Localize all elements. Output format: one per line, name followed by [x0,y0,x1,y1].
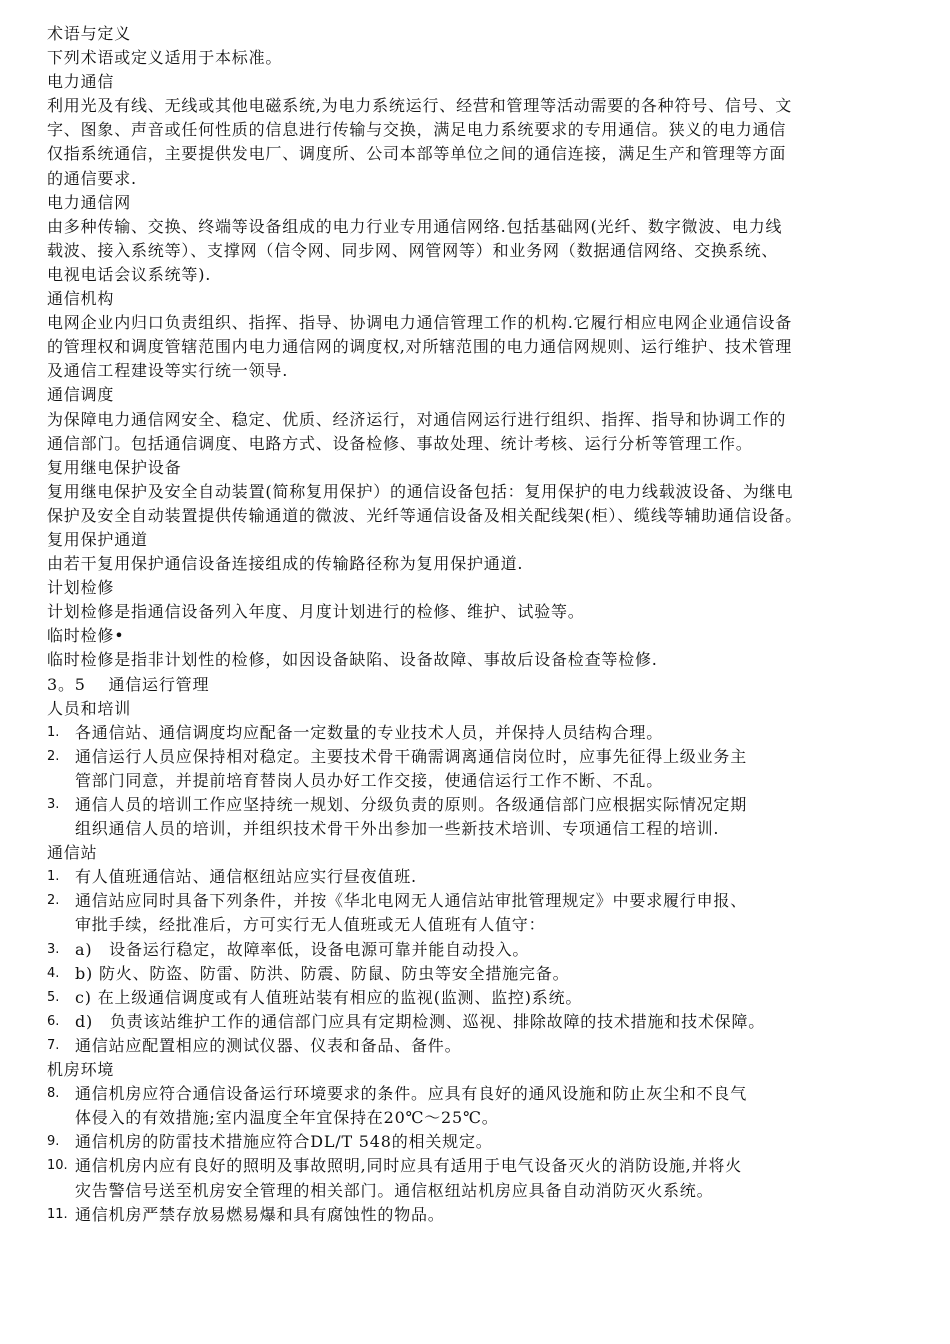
line-text: 通信机房应符合通信设备运行环境要求的条件。应具有良好的通风设施和防止灰尘和不良气 [75,1084,748,1104]
line-text: 利用光及有线、无线或其他电磁系统,为电力系统运行、经营和管理等活动需要的各种符号、信号、文 [47,96,793,116]
line-text: 计划检修是指通信设备列入年度、月度计划进行的检修、维护、试验等。 [47,602,585,622]
line-text: 体侵入的有效措施;室内温度全年宜保持在20℃～25℃。 [75,1108,499,1128]
list-item-number: 10. [47,1158,68,1174]
text-line [47,311,917,335]
text-line [47,287,917,311]
line-text: 通信站 [47,843,98,863]
text-line [47,1058,917,1082]
text-line [47,552,917,576]
list-item [47,889,917,913]
line-text: 由若干复用保护通信设备连接组成的传输路径称为复用保护通道. [47,554,524,574]
line-text: 组织通信人员的培训，并组织技术骨干外出参加一些新技术培训、专项通信工程的培训. [75,819,720,839]
line-text: 电视电话会议系统等). [47,264,212,284]
text-line [47,432,917,456]
line-text: 复用继电保护及安全自动装置(简称复用保护）的通信设备包括：复用保护的电力线载波设备、为继电 [47,481,794,501]
line-text: 的通信要求. [47,168,137,188]
list-item-continuation [47,1179,917,1203]
text-line [47,480,917,504]
text-line [47,167,917,191]
list-item [47,962,917,986]
line-text: 复用保护通道 [47,529,148,549]
list-item [47,1154,917,1178]
line-text: 人员和培训 [47,698,132,718]
line-text: 各通信站、通信调度均应配备一定数量的专业技术人员，并保持人员结构合理。 [75,722,664,742]
line-text: 的管理权和调度管辖范围内电力通信网的调度权,对所辖范围的电力通信网规则、运行维护、技术管理 [47,337,793,357]
line-text: 复用继电保护设备 [47,457,182,477]
line-text: 通信站应同时具备下列条件，并按《华北电网无人通信站审批管理规定》中要求履行申报、 [75,891,748,911]
line-text: 临时检修• [47,626,125,646]
text-line [47,359,917,383]
list-item-continuation [47,769,917,793]
text-line [47,456,917,480]
list-item-number: 11. [47,1206,68,1222]
line-text: a) 设备运行稳定，故障率低，设备电源可靠并能自动投入。 [75,939,530,959]
text-line [47,576,917,600]
text-line [47,673,917,697]
line-text: 电网企业内归口负责组织、指挥、指导、协调电力通信管理工作的机构.它履行相应电网企业通信设备 [47,313,793,333]
text-line [47,46,917,70]
list-item-number: 8. [47,1086,60,1102]
line-text: 下列术语或定义适用于本标准。 [47,48,283,68]
document-body [47,22,917,1227]
list-item [47,865,917,889]
list-item [47,721,917,745]
line-text: 临时检修是指非计划性的检修，如因设备缺陷、设备故障、事故后设备检查等检修. [47,650,658,670]
text-line [47,841,917,865]
text-line [47,335,917,359]
text-line [47,263,917,287]
list-item [47,986,917,1010]
line-text: c) 在上级通信调度或有人值班站装有相应的监视(监测、监控)系统。 [75,987,583,1007]
list-item-continuation [47,1106,917,1130]
list-item [47,1034,917,1058]
text-line [47,504,917,528]
list-item-number: 2. [47,893,60,909]
line-text: 字、图象、声音或任何性质的信息进行传输与交换，满足电力系统要求的专用通信。狭义的电力通信 [47,120,787,140]
line-text: 仅指系统通信，主要提供发电厂、调度所、公司本部等单位之间的通信连接，满足生产和管理等方面 [47,144,787,164]
line-text: 为保障电力通信网安全、稳定、优质、经济运行，对通信网运行进行组织、指挥、指导和协调工作的 [47,409,787,429]
line-text: 通信机房内应有良好的照明及事故照明,同时应具有适用于电气设备灭火的消防设施,并将火 [75,1156,742,1176]
line-text: 术语与定义 [47,24,132,43]
list-item [47,1203,917,1227]
list-item [47,938,917,962]
list-item-number: 5. [47,989,60,1005]
list-item-continuation [47,817,917,841]
list-item-number: 4. [47,965,60,981]
list-item-number: 1. [47,869,60,885]
line-text: 3。5 通信运行管理 [47,674,210,694]
list-item [47,1010,917,1034]
list-item-continuation [47,913,917,937]
line-text: 机房环境 [47,1060,115,1080]
line-text: 通信人员的培训工作应坚持统一规划、分级负责的原则。各级通信部门应根据实际情况定期 [75,795,748,814]
text-line [47,118,917,142]
line-text: 通信机构 [47,289,115,309]
list-item-number: 9. [47,1134,60,1150]
text-line [47,215,917,239]
text-line [47,94,917,118]
line-text: 及通信工程建设等实行统一领导. [47,361,289,381]
line-text: 计划检修 [47,578,115,598]
line-text: 载波、接入系统等）、支撑网（信令网、同步网、网管网等）和业务网（数据通信网络、交换系统、 [47,240,779,260]
list-item-number: 1. [47,724,60,740]
list-item [47,1130,917,1154]
line-text: 通信机房的防雷技术措施应符合DL/T 548的相关规定。 [75,1132,493,1152]
line-text: 电力通信 [47,72,115,92]
line-text: 管部门同意，并提前培育替岗人员办好工作交接，使通信运行工作不断、不乱。 [75,770,664,790]
text-line [47,697,917,721]
line-text: 保护及安全自动装置提供传输通道的微波、光纤等通信设备及相关配线架(柜）、缆线等辅助通信设备。 [47,505,803,525]
line-text: b) 防火、防盗、防雷、防洪、防震、防鼠、防虫等安全措施完备。 [75,963,570,983]
line-text: 电力通信网 [47,192,132,212]
text-line [47,624,917,648]
list-item-number: 3. [47,797,60,812]
list-item-number: 7. [47,1037,60,1053]
list-item [47,1082,917,1106]
line-text: 由多种传输、交换、终端等设备组成的电力行业专用通信网络.包括基础网(光纤、数字微波、电力线 [47,216,783,236]
list-item-number: 6. [47,1013,60,1029]
line-text: 灾告警信号送至机房安全管理的相关部门。通信枢纽站机房应具备自动消防灭火系统。 [75,1180,714,1200]
line-text: 通信调度 [47,385,115,405]
text-line [47,142,917,166]
text-line [47,22,917,46]
list-item [47,745,917,769]
line-text: 审批手续，经批准后，方可实行无人值班或无人值班有人值守： [75,915,546,935]
text-line [47,239,917,263]
text-line [47,408,917,432]
list-item [47,793,917,817]
text-line [47,191,917,215]
line-text: 有人值班通信站、通信枢纽站应实行昼夜值班. [75,867,417,887]
text-line [47,528,917,552]
list-item-number: 3. [47,941,60,957]
text-line [47,648,917,672]
text-line [47,70,917,94]
text-line [47,383,917,407]
line-text: 通信站应配置相应的测试仪器、仪表和备品、备件。 [75,1035,462,1055]
line-text: 通信机房严禁存放易燃易爆和具有腐蚀性的物品。 [75,1204,445,1224]
list-item-number: 2. [47,748,60,764]
line-text: d) 负责该站维护工作的通信部门应具有定期检测、巡视、排除故障的技术措施和技术保障。 [75,1011,766,1031]
text-line [47,600,917,624]
line-text: 通信运行人员应保持相对稳定。主要技术骨干确需调离通信岗位时，应事先征得上级业务主 [75,746,748,766]
line-text: 通信部门。包括通信调度、电路方式、设备检修、事故处理、统计考核、运行分析等管理工作。 [47,433,753,453]
